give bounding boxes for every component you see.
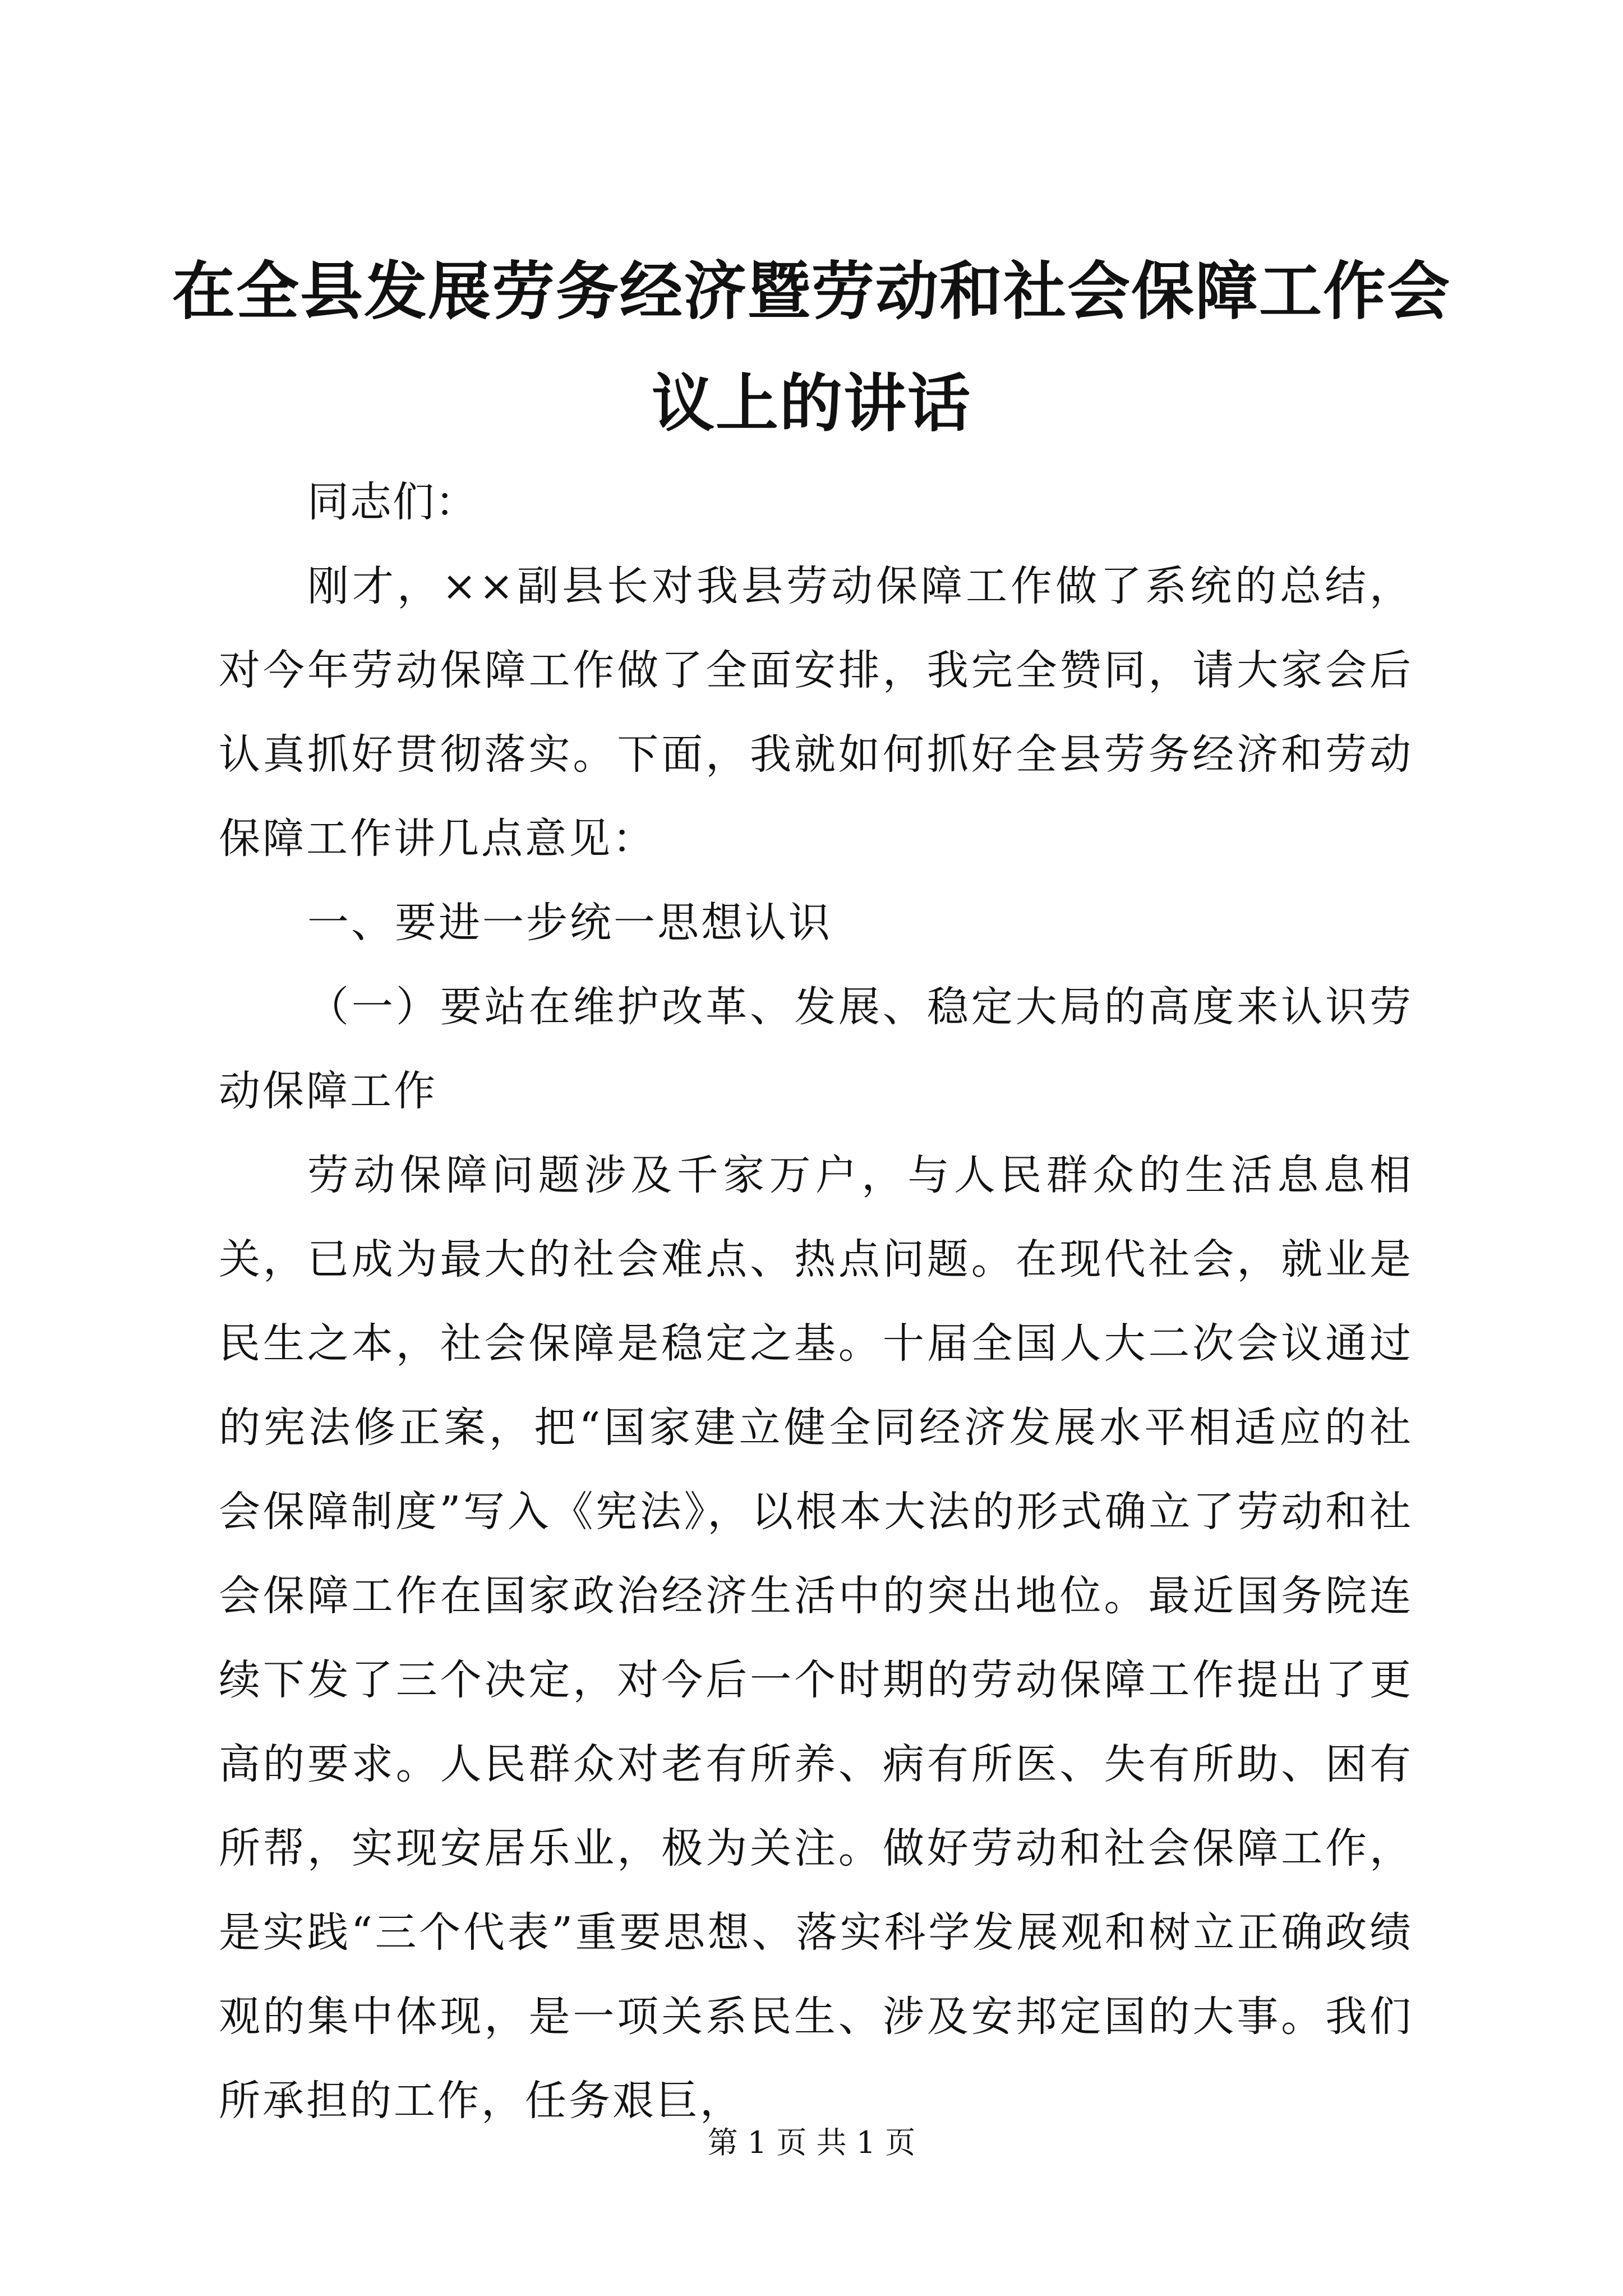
- page-footer: 第 1 页 共 1 页: [707, 2125, 916, 2160]
- document-title: 在全县发展劳务经济暨劳动和社会保障工作会议上的讲话: [172, 255, 1451, 440]
- section-heading-1: 一、要进一步统一思想认识: [307, 899, 832, 947]
- document-body: [219, 460, 1413, 2143]
- subsection-heading-1-1: （一）要站在维护改革、发展、稳定大局的高度来认识劳动保障工作: [219, 983, 1413, 1115]
- intro-paragraph: 刚才，××副县长对我县劳动保障工作做了系统的总结，对今年劳动保障工作做了全面安排，我完全赞同，请大家会后认真抓好贯彻落实。下面，我就如何抓好全县劳务经济和劳动保障工作讲几点意见：: [219, 562, 1413, 863]
- salutation-paragraph: 同志们：: [307, 478, 478, 526]
- body-paragraph: 劳动保障问题涉及千家万户，与人民群众的生活息息相关，已成为最大的社会难点、热点问题。在现代社会，就业是民生之本，社会保障是稳定之基。十届全国人大二次会议通过的宪法修正案，把“国家建立健全同经济发展水平相适应的社会保障制度”写入《宪法》，以根本大法的形式确立了劳动和社会保障工作在国家政治经济生活中的突出地位。最近国务院连续下发了三个决定，对今后一个时期的劳动保障工作提出了更高的要求。人民群众对老有所养、病有所医、失有所助、困有所帮，实现安居乐业，极为关注。做好劳动和社会保障工作，是实践“三个代表”重要思想、落实科学发展观和树立正确政绩观的集中体现，是一项关系民生、涉及安邦定国的大事。我们所承担的工作，任务艰巨，: [219, 1151, 1413, 2125]
